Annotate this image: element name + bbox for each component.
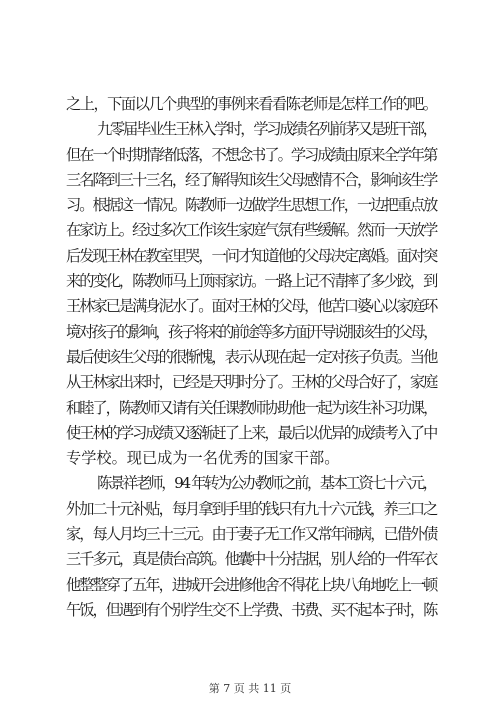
- text-line: 王林家已是满身泥水了。面对王林的父母，他苦口婆心以家庭环: [66, 297, 437, 316]
- text-line: 在家访上。经过多次工作该生家庭气氛有些缓解。然而一天放学: [66, 221, 437, 240]
- text-line: 九零届毕业生王林入学时，学习成绩名列前茅又是班干部，: [97, 120, 436, 139]
- text-line: 后发现王林在教室里哭，一问才知道他的父母决定离婚。面对突: [66, 246, 437, 265]
- text-line: 习。根据这一情况。陈教师一边做学生思想工作，一边把重点放: [66, 196, 437, 215]
- text-line: 和睦了，陈教师又请有关任课教师协助他一起为该生补习功课，: [66, 398, 437, 417]
- text-line: 最后使该生父母的很惭愧，表示从现在起一定对孩子负责。当他: [66, 347, 437, 366]
- text-line: 使王林的学习成绩又逐渐赶了上来，最后以优异的成绩考入了中: [66, 423, 437, 442]
- text-line: 他整整穿了五年，进城开会进修他舍不得花上块八角地吃上一顿: [66, 575, 437, 594]
- body-text: [66, 92, 438, 623]
- page-footer: 第 7 页 共 11 页: [208, 682, 292, 695]
- text-line: 陈景祥老师，94 年转为公办教师之前，基本工资七十六元，: [97, 474, 436, 493]
- text-line: 家，每人月均三十三元。由于妻子无工作又常年闹病，已借外债: [66, 525, 437, 544]
- text-line: 境对孩子的影响，孩子将来的前途等多方面开导说服该生的父母，: [66, 322, 436, 341]
- text-line: 三名降到三十三名，经了解得知该生父母感情不合，影响该生学: [66, 170, 437, 189]
- text-line: 三千多元，真是债台高筑。他囊中十分拮据，别人给的一件军衣: [66, 550, 437, 569]
- text-line: 专学校。现已成为一名优秀的国家干部。: [66, 449, 340, 468]
- text-line: 从王林家出来时，已经是天明时分了。王林的父母合好了，家庭: [66, 373, 437, 392]
- text-line: 午饭，但遇到有个别学生交不上学费、书费、买不起本子时，陈: [66, 600, 437, 619]
- text-line: 外加二十元补贴，每月拿到手里的钱只有九十六元钱，养三口之: [66, 499, 437, 518]
- text-line: 来的变化，陈教师马上顶雨家访。一路上记不清摔了多少跤，到: [66, 272, 437, 291]
- text-line: 但在一个时期情绪低落，不想念书了。学习成绩由原来全学年第: [66, 145, 437, 164]
- text-line: 之上，下面以几个典型的事例来看看陈老师是怎样工作的吧。: [66, 95, 437, 113]
